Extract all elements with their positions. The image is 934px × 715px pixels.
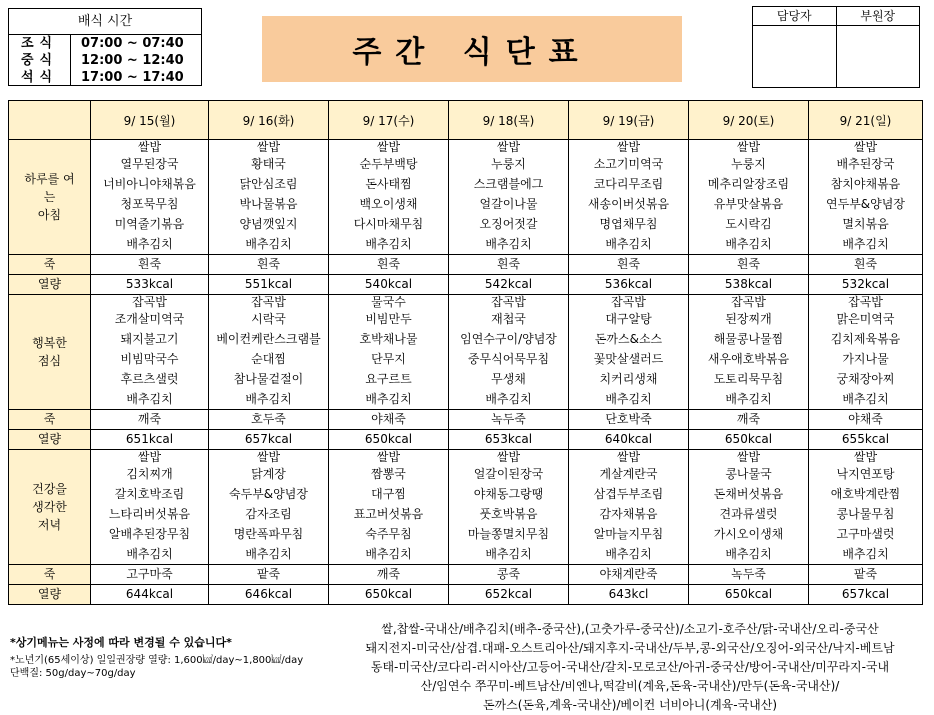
lunch-dishes-cell <box>449 295 569 410</box>
calories-label: 열량 <box>9 275 91 295</box>
dish-item: 조개살미역국 <box>114 312 185 326</box>
dish-item: 오징어젓갈 <box>479 217 538 231</box>
dish-item: 콩나물국 <box>725 467 772 481</box>
dish-item: 배추김치 <box>725 547 772 561</box>
dish-item: 쌀밥 <box>616 140 641 154</box>
dish-item: 표고버섯볶음 <box>353 507 424 521</box>
dish-item: 참나물겉절이 <box>233 372 304 386</box>
porridge-label: 죽 <box>9 255 91 275</box>
meal-label-line: 행복한 <box>32 336 67 350</box>
dish-item: 쌀밥 <box>376 140 401 154</box>
calories-cell: 533kcal <box>91 275 209 295</box>
origin-info <box>330 620 930 715</box>
breakfast-dishes-cell <box>329 140 449 255</box>
dish-item: 쌀밥 <box>853 450 878 464</box>
dish-item: 얼갈이나물 <box>479 197 538 211</box>
dish-item: 명엽채무침 <box>599 217 658 231</box>
meal-label-line: 건강을 <box>32 482 67 496</box>
dish-item: 애호박계란찜 <box>830 487 901 501</box>
dish-item: 배추김치 <box>365 237 412 251</box>
serving-time: 17:00 ~ 17:40 <box>81 70 184 85</box>
dish-item: 누룽지 <box>731 157 766 171</box>
dish-item: 배추김치 <box>725 392 772 406</box>
dish-item: 코다리무조림 <box>593 177 664 191</box>
dish-item: 배추김치 <box>485 392 532 406</box>
serving-row-lunch <box>9 52 201 69</box>
dish-item: 돈사태찜 <box>365 177 412 191</box>
dish-item: 잡곡밥 <box>731 295 766 309</box>
calories-cell: 650kcal <box>329 585 449 605</box>
calories-cell: 536kcal <box>569 275 689 295</box>
dish-item: 게살계란국 <box>599 467 658 481</box>
porridge-cell: 콩죽 <box>449 565 569 585</box>
breakfast-dishes-cell <box>569 140 689 255</box>
calories-cell: 655kcal <box>809 430 923 450</box>
calories-cell: 650kcal <box>329 430 449 450</box>
dish-item: 배추김치 <box>605 547 652 561</box>
dish-item: 갈치호박조림 <box>114 487 185 501</box>
page-title: 주간 식단표 <box>262 16 682 82</box>
porridge-cell: 깨죽 <box>91 410 209 430</box>
calories-cell: 650kcal <box>689 585 809 605</box>
origin-line: 동태-미국산/코다리-러시아산/고등어-국내산/갈치-모로코산/아귀-중국산/방어-국내산/미꾸라지-국내 <box>370 660 890 674</box>
dish-item: 돼지불고기 <box>120 332 179 346</box>
dish-item: 시락국 <box>251 312 286 326</box>
menu-table <box>8 100 923 605</box>
dish-item: 배추김치 <box>842 547 889 561</box>
meal-label-line: 점심 <box>37 354 62 368</box>
meal-label-line: 는 <box>43 190 56 204</box>
lunch-dishes-row <box>9 295 923 410</box>
dinner-dishes-cell <box>449 450 569 565</box>
lunch-calories-row <box>9 430 923 450</box>
dish-item: 백오이생채 <box>359 197 418 211</box>
approval-label: 담당자 <box>753 7 836 26</box>
day-header: 9/ 18(목) <box>449 101 569 140</box>
serving-meal: 석식 <box>9 69 71 86</box>
dish-item: 배추김치 <box>245 237 292 251</box>
dish-item: 양념깻잎지 <box>239 217 298 231</box>
dish-item: 도토리묵무침 <box>713 372 784 386</box>
dish-item: 순두부백탕 <box>359 157 418 171</box>
dish-item: 배추김치 <box>605 392 652 406</box>
dish-item: 중무식어묵무침 <box>467 352 550 366</box>
dish-item: 도시락김 <box>725 217 772 231</box>
dinner-dishes-cell <box>329 450 449 565</box>
dish-item: 새우애호박볶음 <box>707 352 790 366</box>
origin-line: 쌀,찹쌀-국내산/배추김치(배추-중국산),(고춧가루-중국산)/소고기-호주산/닭-국내산/오리-중국산 <box>381 622 879 636</box>
calories-cell: 646kcal <box>209 585 329 605</box>
dish-item: 쌀밥 <box>496 450 521 464</box>
dish-item: 돈까스&소스 <box>594 332 663 346</box>
dish-item: 물국수 <box>371 295 406 309</box>
serving-meal: 중식 <box>9 52 71 69</box>
breakfast-dishes-cell <box>689 140 809 255</box>
serving-row-dinner <box>9 69 201 86</box>
dish-item: 배추김치 <box>605 237 652 251</box>
dish-item: 풋호박볶음 <box>479 507 538 521</box>
dinner-calories-row <box>9 585 923 605</box>
dish-item: 열무된장국 <box>120 157 179 171</box>
dish-item: 명란폭파무침 <box>233 527 304 541</box>
dish-item: 배추김치 <box>485 237 532 251</box>
dish-item: 김치찌개 <box>126 467 173 481</box>
dish-item: 쌀밥 <box>137 140 162 154</box>
calories-cell: 657kcal <box>809 585 923 605</box>
calories-cell: 643kcl <box>569 585 689 605</box>
dish-item: 유부맛살볶음 <box>713 197 784 211</box>
dish-item: 숙두부&양념장 <box>229 487 308 501</box>
porridge-cell: 팥죽 <box>809 565 923 585</box>
calories-cell: 657kcal <box>209 430 329 450</box>
dish-item: 쌀밥 <box>137 450 162 464</box>
dish-item: 마늘쫑멸치무침 <box>467 527 550 541</box>
dish-item: 닭안심조림 <box>239 177 298 191</box>
dish-item: 알마늘지무침 <box>593 527 664 541</box>
porridge-cell: 흰죽 <box>449 255 569 275</box>
breakfast-dishes-cell <box>449 140 569 255</box>
dinner-dishes-cell <box>569 450 689 565</box>
dish-item: 가시오이생채 <box>713 527 784 541</box>
serving-time: 07:00 ~ 07:40 <box>81 36 184 51</box>
calories-cell: 652kcal <box>449 585 569 605</box>
porridge-cell: 깨죽 <box>689 410 809 430</box>
dish-item: 황태국 <box>251 157 286 171</box>
notes-line: *노년기(65세이상) 일일권장량 열량: 1,600㎉/day~1,800㎉/day <box>10 655 304 666</box>
calories-cell: 650kcal <box>689 430 809 450</box>
dish-item: 대구찜 <box>371 487 406 501</box>
calories-label: 열량 <box>9 430 91 450</box>
day-header: 9/ 20(토) <box>689 101 809 140</box>
origin-line: 산/임연수 쭈꾸미-베트남산/비엔나,떡갈비(계육,돈육-국내산)/만두(돈육-국내산)/ <box>420 679 840 693</box>
dish-item: 쌀밥 <box>736 140 761 154</box>
serving-time-box <box>8 8 202 86</box>
dish-item: 쌀밥 <box>376 450 401 464</box>
breakfast-porridge-row <box>9 255 923 275</box>
origin-line: 돈까스(돈육,계육-국내산)/베이컨 너비아니(계육-국내산) <box>482 698 778 712</box>
dish-item: 너비아니야채볶음 <box>103 177 196 191</box>
calories-label: 열량 <box>9 585 91 605</box>
lunch-dishes-cell <box>569 295 689 410</box>
dinner-dishes-cell <box>91 450 209 565</box>
breakfast-dishes-cell <box>809 140 923 255</box>
dish-item: 미역줄기볶음 <box>114 217 185 231</box>
dish-item: 청포묵무침 <box>120 197 179 211</box>
porridge-cell: 단호박죽 <box>569 410 689 430</box>
origin-line: 돼지전지-미국산/삼겹.대패-오스트리아산/돼지후지-국내산/두부,콩-외국산/오징어-외국산/낙지-베트남 <box>365 641 895 655</box>
porridge-cell: 야채계란죽 <box>569 565 689 585</box>
dish-item: 김치제육볶음 <box>830 332 901 346</box>
dish-item: 배추김치 <box>725 237 772 251</box>
porridge-cell: 녹두죽 <box>449 410 569 430</box>
meal-label-line: 생각한 <box>32 500 67 514</box>
porridge-cell: 흰죽 <box>91 255 209 275</box>
dish-item: 콩나물무침 <box>836 507 895 521</box>
dish-item: 쌀밥 <box>616 450 641 464</box>
meal-label-line: 저녁 <box>37 518 62 532</box>
lunch-dishes-cell <box>209 295 329 410</box>
day-header: 9/ 16(화) <box>209 101 329 140</box>
dinner-dishes-cell <box>209 450 329 565</box>
dish-item: 비빔막국수 <box>120 352 179 366</box>
dish-item: 가지나물 <box>842 352 889 366</box>
dish-item: 맑은미역국 <box>836 312 895 326</box>
dish-item: 돈채버섯볶음 <box>713 487 784 501</box>
dish-item: 잡곡밥 <box>132 295 167 309</box>
dish-item: 야채동그랑땡 <box>473 487 544 501</box>
porridge-label: 죽 <box>9 410 91 430</box>
calories-cell: 653kcal <box>449 430 569 450</box>
porridge-cell: 호두죽 <box>209 410 329 430</box>
serving-time: 12:00 ~ 12:40 <box>81 53 184 68</box>
dish-item: 연두부&양념장 <box>826 197 905 211</box>
dish-item: 치커리생채 <box>599 372 658 386</box>
porridge-cell: 고구마죽 <box>91 565 209 585</box>
calories-cell: 538kcal <box>689 275 809 295</box>
lunch-dishes-cell <box>329 295 449 410</box>
dish-item: 배추김치 <box>126 237 173 251</box>
porridge-cell: 흰죽 <box>809 255 923 275</box>
dish-item: 숙주무침 <box>365 527 412 541</box>
dinner-dishes-cell <box>689 450 809 565</box>
dish-item: 새송이버섯볶음 <box>587 197 670 211</box>
approval-box <box>752 6 920 88</box>
dish-item: 메추리알장조림 <box>707 177 790 191</box>
dish-item: 배추김치 <box>245 547 292 561</box>
dish-item: 알배추된장무침 <box>108 527 191 541</box>
dish-item: 비빔만두 <box>365 312 412 326</box>
calories-cell: 651kcal <box>91 430 209 450</box>
day-header: 9/ 21(일) <box>809 101 923 140</box>
dish-item: 삼겹두부조림 <box>593 487 664 501</box>
dish-item: 후르츠샐럿 <box>120 372 179 386</box>
lunch-dishes-cell <box>809 295 923 410</box>
dish-item: 베이컨케란스크램블 <box>216 332 321 346</box>
notes-line: *상기메뉴는 사정에 따라 변경될 수 있습니다* <box>10 636 232 649</box>
dish-item: 된장찌개 <box>725 312 772 326</box>
dish-item: 고구마샐럿 <box>836 527 895 541</box>
dinner-label <box>9 450 91 565</box>
porridge-cell: 흰죽 <box>569 255 689 275</box>
dish-item: 배추김치 <box>365 547 412 561</box>
dish-item: 요구르트 <box>365 372 412 386</box>
lunch-dishes-cell <box>689 295 809 410</box>
dish-item: 다시마채무침 <box>353 217 424 231</box>
dish-item: 단무지 <box>371 352 406 366</box>
serving-time-title: 배식 시간 <box>9 9 201 35</box>
dish-item: 배추김치 <box>842 392 889 406</box>
breakfast-dishes-row <box>9 140 923 255</box>
dish-item: 잡곡밥 <box>611 295 646 309</box>
dish-item: 얼갈이된장국 <box>473 467 544 481</box>
serving-row-breakfast <box>9 35 201 52</box>
approval-label: 부원장 <box>837 7 920 26</box>
notes <box>10 636 330 680</box>
dish-item: 잡곡밥 <box>251 295 286 309</box>
dish-item: 배추김치 <box>126 392 173 406</box>
dish-item: 배추김치 <box>365 392 412 406</box>
dish-item: 느타리버섯볶음 <box>108 507 191 521</box>
dinner-porridge-row <box>9 565 923 585</box>
porridge-cell: 깨죽 <box>329 565 449 585</box>
meal-label-line: 하루를 여 <box>24 172 75 186</box>
day-header-row <box>9 101 923 140</box>
dish-item: 쌀밥 <box>256 140 281 154</box>
dish-item: 닭계장 <box>251 467 286 481</box>
porridge-cell: 팥죽 <box>209 565 329 585</box>
porridge-cell: 녹두죽 <box>689 565 809 585</box>
dish-item: 소고기미역국 <box>593 157 664 171</box>
calories-cell: 551kcal <box>209 275 329 295</box>
day-header: 9/ 17(수) <box>329 101 449 140</box>
dish-item: 누룽지 <box>491 157 526 171</box>
calories-cell: 540kcal <box>329 275 449 295</box>
dish-item: 쌀밥 <box>256 450 281 464</box>
dish-item: 견과류샐럿 <box>719 507 778 521</box>
lunch-dishes-cell <box>91 295 209 410</box>
meal-label-line: 아침 <box>37 208 62 222</box>
porridge-cell: 흰죽 <box>209 255 329 275</box>
porridge-cell: 야채죽 <box>329 410 449 430</box>
breakfast-dishes-cell <box>91 140 209 255</box>
dish-item: 쌀밥 <box>853 140 878 154</box>
day-header: 9/ 19(금) <box>569 101 689 140</box>
dish-item: 감자조림 <box>245 507 292 521</box>
dish-item: 배추김치 <box>245 392 292 406</box>
dish-item: 잡곡밥 <box>848 295 883 309</box>
calories-cell: 532kcal <box>809 275 923 295</box>
dish-item: 스크램블에그 <box>473 177 544 191</box>
dish-item: 꽃맛살샐러드 <box>593 352 664 366</box>
dish-item: 순대찜 <box>251 352 286 366</box>
dish-item: 짬뽕국 <box>371 467 406 481</box>
corner-cell <box>9 101 91 140</box>
dish-item: 재첩국 <box>491 312 526 326</box>
dinner-dishes-row <box>9 450 923 565</box>
calories-cell: 542kcal <box>449 275 569 295</box>
porridge-cell: 흰죽 <box>689 255 809 275</box>
dish-item: 멸치볶음 <box>842 217 889 231</box>
dish-item: 잡곡밥 <box>491 295 526 309</box>
dish-item: 호박채나물 <box>359 332 418 346</box>
dish-item: 박나물볶음 <box>239 197 298 211</box>
porridge-cell: 야채죽 <box>809 410 923 430</box>
serving-meal: 조식 <box>9 35 71 52</box>
approval-col-manager <box>753 7 836 87</box>
dish-item: 배추김치 <box>485 547 532 561</box>
dish-item: 해물콩나물찜 <box>713 332 784 346</box>
dish-item: 감자채볶음 <box>599 507 658 521</box>
dish-item: 배추김치 <box>842 237 889 251</box>
day-header: 9/ 15(월) <box>91 101 209 140</box>
dish-item: 쌀밥 <box>496 140 521 154</box>
calories-cell: 640kcal <box>569 430 689 450</box>
dinner-dishes-cell <box>809 450 923 565</box>
porridge-cell: 흰죽 <box>329 255 449 275</box>
dish-item: 무생채 <box>491 372 526 386</box>
dish-item: 대구알탕 <box>605 312 652 326</box>
dish-item: 배추김치 <box>126 547 173 561</box>
notes-line: 단백질: 50g/day~70g/day <box>10 668 136 679</box>
lunch-label <box>9 295 91 410</box>
approval-col-deputy <box>836 7 920 87</box>
dish-item: 참치야채볶음 <box>830 177 901 191</box>
lunch-porridge-row <box>9 410 923 430</box>
dish-item: 낙지연포탕 <box>836 467 895 481</box>
calories-cell: 644kcal <box>91 585 209 605</box>
breakfast-label <box>9 140 91 255</box>
dish-item: 쌀밥 <box>736 450 761 464</box>
dish-item: 궁채장아찌 <box>836 372 895 386</box>
breakfast-calories-row <box>9 275 923 295</box>
porridge-label: 죽 <box>9 565 91 585</box>
dish-item: 임연수구이/양념장 <box>460 332 557 346</box>
dish-item: 배추된장국 <box>836 157 895 171</box>
breakfast-dishes-cell <box>209 140 329 255</box>
